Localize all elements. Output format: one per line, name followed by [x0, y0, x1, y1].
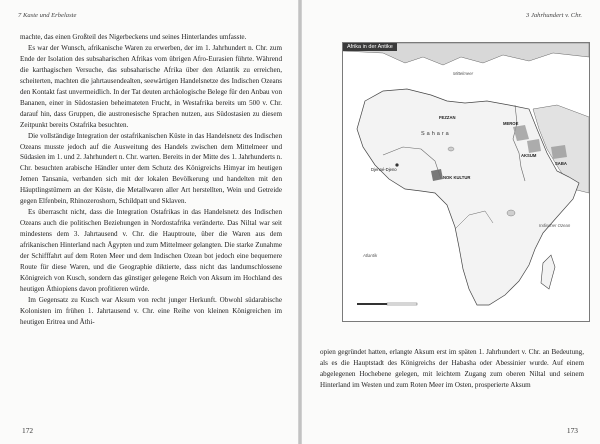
- page-number-right: 173: [566, 426, 578, 435]
- map-label-mediterranean: Mittelmeer: [453, 71, 474, 76]
- saba-region: [551, 145, 567, 159]
- map-title: Afrika in der Antike: [343, 43, 397, 51]
- page-number-left: 172: [22, 426, 34, 435]
- nok-region: [431, 169, 443, 181]
- map-label-fezzan: FEZZAN: [439, 115, 456, 120]
- map-label-atlantic: Atlantik: [363, 253, 378, 258]
- map-scale-bar: [357, 303, 417, 305]
- map-label-aksum: AKSUM: [521, 153, 537, 158]
- aksum-region: [527, 139, 541, 153]
- paragraph: Es war der Wunsch, afrikanische Waren zu erwerben, der im 1. Jahrhundert n. Chr. zum Ende der Isolation des subsaharischen Afrikas vom übrigen Afro-Eurasien führte. Während die karthagischen Versuche, das subsaharische Afrika über den Atlantik zu erreichen, scheiterten, machten die jahrtausendealten, seewärtigen Handelsnetze des Indischen Ozeans den Kontakt fast unvermeidlich. In der Tat deuten archäologische Belege für den Anbau von Bananen, einer in Südostasien beheimateten Frucht, in Westafrika bereits um 500 v. Chr. darauf hin, dass Gruppen, die austronesische Sprachen nutzen, aus Südostasien zu diesem Zeitpunkt bereits Ostafrika besuchten.: [20, 43, 282, 129]
- madagascar: [541, 255, 555, 289]
- map-label-indian-ocean: Indischer Ozean: [539, 223, 571, 228]
- africa-map-graphic: [343, 43, 589, 321]
- paragraph: Die vollständige Integration der ostafrikanischen Küste in das Handelsnetz des Indischen Ozeans musste jedoch auf die Ausweitung des Handels zwischen dem Mittelmeer und Südasien im 1. und 2. Jahrhundert n. Chr. warten. Bereits in der Mitte des 1. Jahrhunderts n. Chr. besuchten arabische Händler unter dem Schutz des Königreichs Himyar im heutigen Jemen Tansania, verbanden sich mit der lokalen Bevölkerung und handelten mit den Häuptlingstümern an der Küste, die Metallwaren aller Art herstellten, Wein und Getreide gegen Elfenbein, Rhinozeroshorn, Schildpatt und Sklaven.: [20, 131, 282, 206]
- running-head-left: 7 Kaste und Erbelaste: [18, 12, 77, 19]
- africa-map: [342, 42, 590, 322]
- right-body-text: [320, 347, 584, 391]
- running-head-right: 3 Jahrhundert v. Chr.: [526, 12, 582, 19]
- map-label-meroe: MEROE: [503, 121, 519, 126]
- left-page: [0, 0, 298, 444]
- right-page: [302, 0, 600, 444]
- lake-chad: [448, 147, 454, 151]
- paragraph: opien gegründet hatten, erlangte Aksum erst im späten 1. Jahrhundert v. Chr. an Bedeutung, als es die Hauptstadt des Königreichs der Habasha oder Abessinier wurde. Auf einem abgelegenen Hochebene gelegen, mit leichtem Zugang zum oberen Niltal und seinem Hinterland im Westen und zum Roten Meer im Osten, prosperierte Aksum: [320, 348, 584, 389]
- left-body-text: [20, 32, 282, 328]
- paragraph: Es überrascht nicht, dass die Integration Ostafrikas in das Handelsnetz des Indischen Ozeans auch die politischen Beziehungen in Nordostafrika veränderte. Das Niltal war seit mindestens dem 3. Jahrtausend v. Chr. die Hauptroute, über die Waren aus dem afrikanischen Hinterland nach Ägypten und zum Mittelmeer gelangten. Die starke Zunahme der Schifffahrt auf dem Roten Meer und dem Indischen Ozean bot jedoch eine bequemere Route für diese Waren, und die Geographie diktierte, dass nicht das landumschlossene Königreich von Kusch, sondern das günstiger gelegene Reich von Aksum im Hochland des heutigen Äthiopiens davon profitieren würde.: [20, 208, 282, 293]
- paragraph: machte, das einen Großteil des Nigerbeckens und seines Hinterlandes umfasste.: [20, 33, 247, 41]
- map-label-djenne: Djenné-Djeno: [371, 167, 397, 172]
- map-label-nok: NOK KULTUR: [443, 175, 471, 180]
- map-label-saba: SABA: [555, 161, 567, 166]
- map-label-sahara: Sahara: [421, 131, 451, 137]
- paragraph: Im Gegensatz zu Kusch war Aksum von recht junger Herkunft. Obwohl südarabische Kolonisten im frühen 1. Jahrtausend v. Chr. eine Reihe von kleinen Königreichen im heutigen Eritrea und Äthi-: [20, 295, 282, 326]
- lake-victoria: [507, 210, 515, 216]
